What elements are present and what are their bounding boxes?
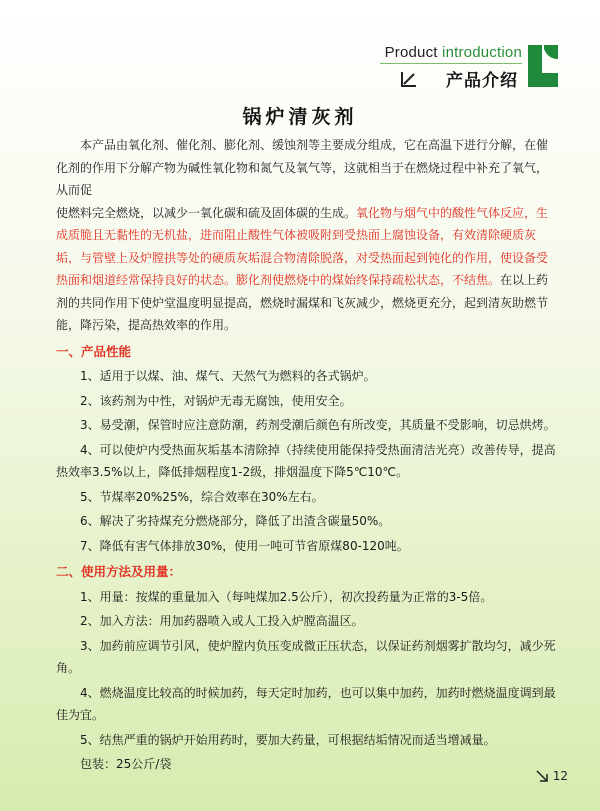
arrow-down-right-icon <box>536 770 549 783</box>
intro-text-highlight: 氧化物与烟气中的酸性气体反应，生成质脆且无黏性的无机盐，进而阻止酸性气体被吸附到受热面上腐蚀设备，有效清除硬质灰垢，与管壁上及炉膛拱等处的硬质灰垢混合物清除脱落，对受热面起到钝化的作用，使设备受热面和烟道经常保持良好的状态。膨化剂使燃烧中的煤始终保持疏松状态，不结焦。 <box>56 205 549 287</box>
section-2-item: 3、加药前应调节引风，使炉膛内负压变成微正压状态，以保证药剂烟雾扩散均匀，减少死角。 <box>56 638 556 675</box>
page-title: 锅炉清灰剂 <box>242 106 358 128</box>
section-2-item: 4、燃烧温度比较高的时候加药，每天定时加药，也可以集中加药，加药时燃烧温度调到最佳为宜。 <box>56 685 556 722</box>
section-1-item: 4、可以使炉内受热面灰垢基本清除掉（持续使用能保持受热面清洁光亮）改善传导，提高热效率3.5%以上，降低排烟程度1-2级，排烟温度下降5℃10℃。 <box>56 442 556 479</box>
page-number-text: 12 <box>552 769 568 783</box>
section-2-heading: 二、使用方法及用量： <box>56 564 182 579</box>
leaf-logo-icon <box>528 45 558 87</box>
header-en-introduction: introduction <box>442 44 522 61</box>
packaging-info: 包装：25公斤/袋 <box>80 757 172 771</box>
page-header <box>0 40 600 100</box>
section-1-heading: 一、产品性能 <box>56 343 132 359</box>
header-chinese-title: 产品介绍 <box>446 71 518 91</box>
intro-text-b: 在以上药剂的共同作用下使炉堂温度明显提高，燃烧时漏煤和飞灰减少，燃烧更充分，起到清灰助燃节能，降污染，提高热效率的作用。 <box>56 273 549 332</box>
page-number <box>536 769 568 783</box>
header-english-title <box>385 44 522 61</box>
section-1-item: 6、解决了劣持煤充分燃烧部分，降低了出渣含碳量50%。 <box>80 514 391 528</box>
header-en-product: Product <box>384 44 438 61</box>
article-body <box>56 134 556 776</box>
intro-paragraph-1: 本产品由氧化剂、催化剂、膨化剂、缓蚀剂等主要成分组成，它在高温下进行分解，在催化剂的作用下分解产物为碱性氧化物和氮气及氧气等，这就相当于在燃烧过程中补充了氧气，从而促 <box>56 138 549 197</box>
section-1-item: 1、适用于以煤、油、煤气、天然气为燃料的各式锅炉。 <box>80 369 376 383</box>
section-2-item: 1、用量：按煤的重量加入（每吨煤加2.5公斤），初次投药量为正常的3-5倍。 <box>80 589 493 604</box>
section-2-item: 2、加入方法：用加药器喷入或人工投入炉膛高温区。 <box>80 614 364 628</box>
section-1-item: 2、该药剂为中性，对锅炉无毒无腐蚀，使用安全。 <box>80 393 352 408</box>
intro-text-a: 使燃料完全燃烧，以减少一氧化碳和硫及固体碳的生成。 <box>56 205 357 220</box>
stroke-mark-icon <box>400 70 418 88</box>
intro-paragraph-2 <box>56 202 556 337</box>
section-2-item: 5、结焦严重的锅炉开始用药时，要加大药量，可根据结垢情况而适当增减量。 <box>80 732 496 747</box>
section-1-item: 5、节煤率20%25%，综合效率在30%左右。 <box>80 489 324 504</box>
header-rule <box>380 63 522 64</box>
section-1-item: 3、易受潮，保管时应注意防潮，药剂受潮后颜色有所改变，其质量不受影响，切忌烘烤。 <box>80 418 556 432</box>
section-1-item: 7、降低有害气体排放30%，使用一吨可节省原煤80-120吨。 <box>80 538 409 553</box>
